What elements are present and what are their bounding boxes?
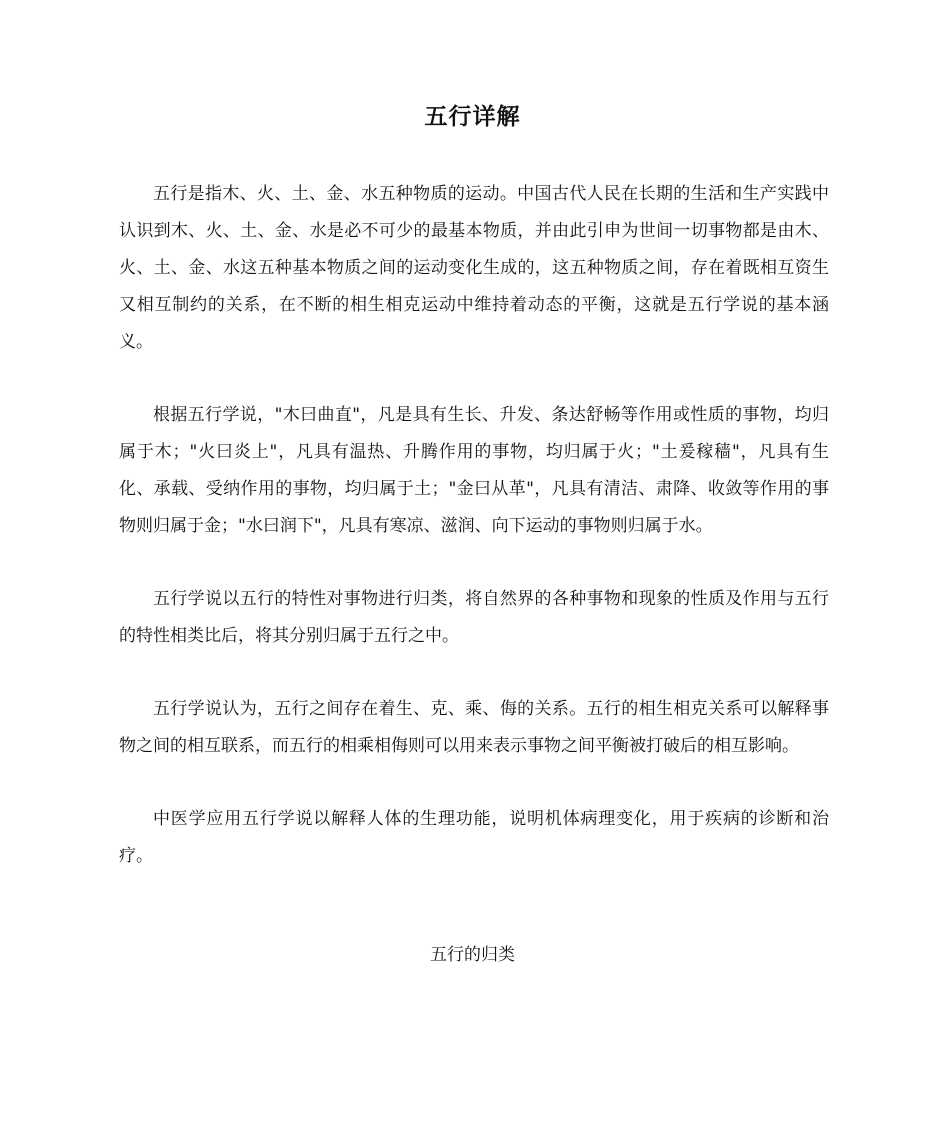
document-body bbox=[119, 176, 829, 911]
paragraph-wuxing-relationships: 五行学说认为，五行之间存在着生、克、乘、侮的关系。五行的相生相克关系可以解释事物之间的相互联系，而五行的相乘相侮则可以用来表示事物之间平衡被打破后的相互影响。 bbox=[119, 699, 829, 756]
paragraph-wuxing-characteristics: 根据五行学说，"木曰曲直"，凡是具有生长、升发、条达舒畅等作用或性质的事物，均归属于木；"火曰炎上"，凡具有温热、升腾作用的事物，均归属于火；"土爰稼穑"，凡具有生化、承载、受纳作用的事物，均归属于土；"金曰从革"，凡具有清洁、肃降、收敛等作用的事物则归属于金；"水曰润下"，凡具有寒凉、滋润、向下运动的事物则归属于水。 bbox=[119, 405, 829, 536]
section-heading: 五行的归类 bbox=[430, 945, 515, 965]
document-title: 五行详解 bbox=[424, 104, 521, 130]
paragraph-wuxing-classification: 五行学说以五行的特性对事物进行归类，将自然界的各种事物和现象的性质及作用与五行的特性相类比后，将其分别归属于五行之中。 bbox=[119, 589, 829, 646]
paragraph-wuxing-medicine: 中医学应用五行学说以解释人体的生理功能，说明机体病理变化，用于疾病的诊断和治疗。 bbox=[119, 809, 829, 866]
paragraph-wuxing-definition: 五行是指木、火、土、金、水五种物质的运动。中国古代人民在长期的生活和生产实践中认识到木、火、土、金、水是必不可少的最基本物质，并由此引申为世间一切事物都是由木、火、土、金、水这五种基本物质之间的运动变化生成的，这五种物质之间，存在着既相互资生又相互制约的关系，在不断的相生相克运动中维持着动态的平衡，这就是五行学说的基本涵义。 bbox=[119, 184, 829, 352]
